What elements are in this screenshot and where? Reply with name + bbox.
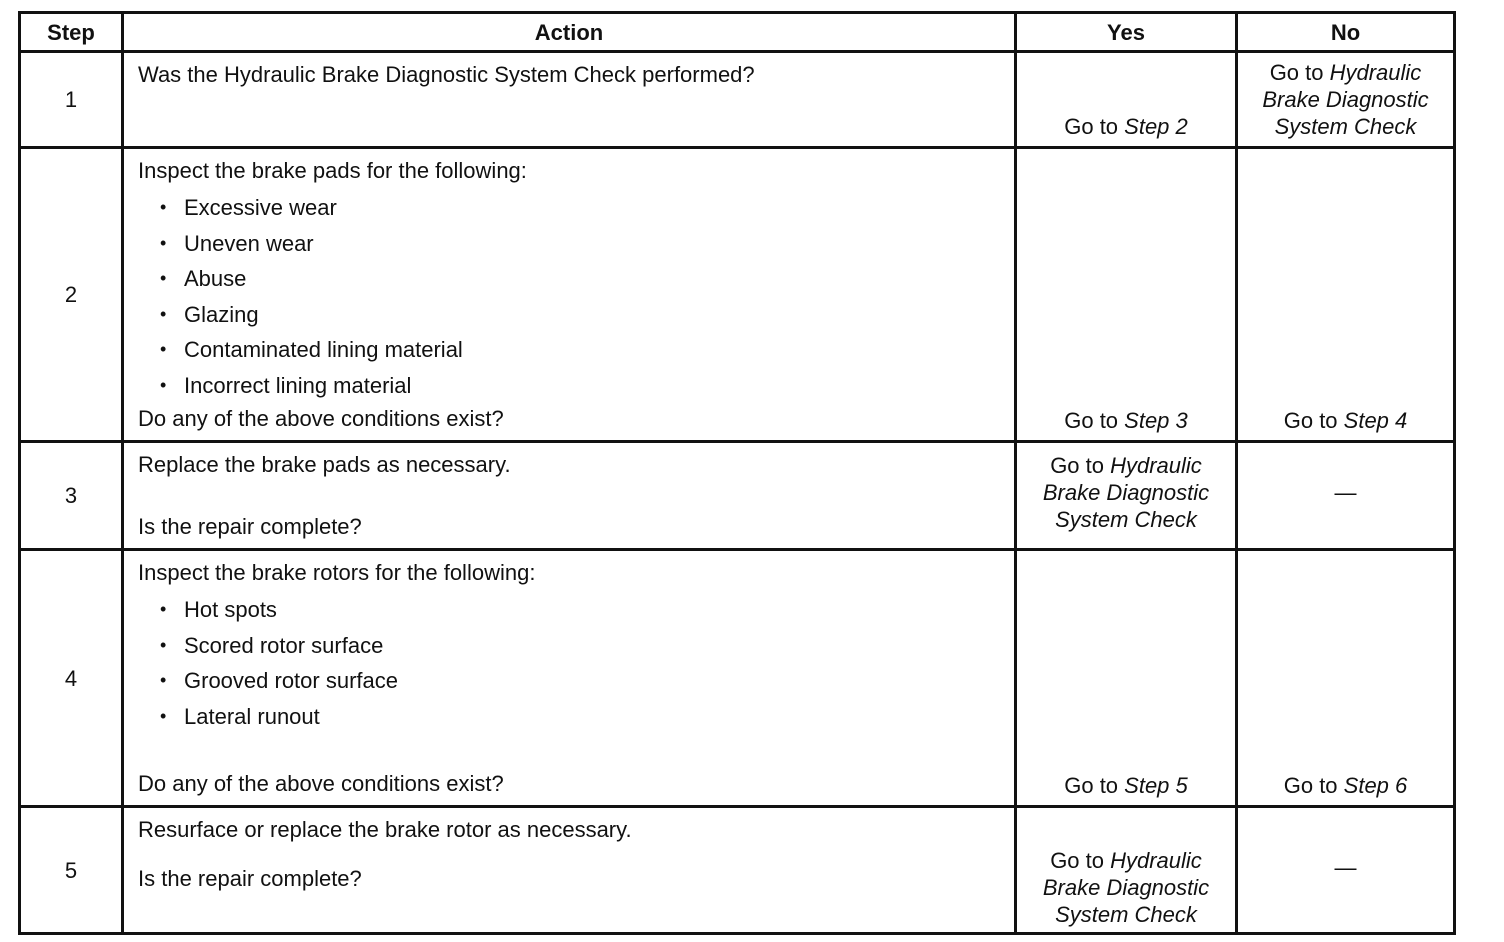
action-intro: Replace the brake pads as necessary.	[138, 452, 511, 477]
action-cell	[123, 807, 1016, 934]
step-number: 2	[20, 148, 123, 442]
diagnostic-table	[18, 11, 1456, 935]
action-intro: Inspect the brake rotors for the following:	[138, 560, 536, 585]
table-row	[20, 148, 1455, 442]
yes-prefix: Go to	[1050, 848, 1111, 873]
header-action: Action	[123, 13, 1016, 52]
yes-target-line1: Hydraulic	[1110, 453, 1202, 478]
no-cell	[1237, 807, 1455, 934]
action-question: Is the repair complete?	[138, 866, 362, 891]
yes-target-line2: Brake Diagnostic	[1042, 875, 1210, 900]
no-target: Step 6	[1343, 773, 1408, 798]
list-item: • Contaminated lining material	[160, 337, 463, 362]
no-prefix: Go to	[1283, 408, 1344, 433]
no-target-line2: Brake Diagnostic	[1262, 87, 1429, 112]
yes-prefix: Go to	[1064, 408, 1125, 433]
action-cell	[123, 442, 1016, 550]
action-intro: Inspect the brake pads for the following:	[138, 158, 527, 183]
list-item: • Excessive wear	[160, 195, 337, 220]
action-cell	[123, 550, 1016, 807]
no-prefix: Go to	[1269, 60, 1330, 85]
no-target-line1: Hydraulic	[1329, 60, 1422, 85]
yes-cell	[1016, 442, 1237, 550]
list-item: • Incorrect lining material	[160, 372, 412, 398]
list-item: • Hot spots	[160, 597, 277, 622]
no-target-line3: System Check	[1274, 114, 1417, 139]
bullet-list	[138, 190, 1002, 403]
list-item: • Uneven wear	[160, 230, 314, 256]
header-yes: Yes	[1016, 13, 1237, 52]
action-intro: Resurface or replace the brake rotor as necessary.	[138, 817, 632, 842]
step-number: 5	[20, 807, 123, 934]
list-item: • Grooved rotor surface	[160, 668, 398, 693]
no-dash: —	[1334, 480, 1357, 505]
header-step: Step	[20, 13, 123, 52]
yes-prefix: Go to	[1064, 773, 1125, 798]
no-cell	[1237, 52, 1455, 148]
yes-target-line1: Hydraulic	[1110, 848, 1202, 873]
action-intro: Was the Hydraulic Brake Diagnostic System Check performed?	[138, 62, 755, 87]
yes-cell	[1016, 807, 1237, 934]
yes-target: Step 5	[1124, 773, 1188, 798]
list-item: • Abuse	[160, 266, 247, 291]
action-cell	[123, 52, 1016, 148]
no-cell	[1237, 442, 1455, 550]
table-row	[20, 442, 1455, 550]
yes-cell	[1016, 52, 1237, 148]
list-item: • Scored rotor surface	[160, 632, 384, 658]
action-question: Do any of the above conditions exist?	[138, 406, 504, 431]
action-question: Is the repair complete?	[138, 514, 362, 539]
yes-prefix: Go to	[1064, 114, 1125, 139]
no-dash: —	[1334, 854, 1357, 880]
bullet-list	[138, 592, 1002, 734]
list-item: • Glazing	[160, 301, 259, 327]
no-cell	[1237, 550, 1455, 807]
header-row	[20, 13, 1455, 52]
header-no: No	[1237, 13, 1455, 52]
yes-target-line3: System Check	[1055, 902, 1197, 927]
table-row	[20, 550, 1455, 807]
action-cell	[123, 148, 1016, 442]
no-target: Step 4	[1343, 408, 1408, 433]
no-prefix: Go to	[1283, 773, 1344, 798]
yes-prefix: Go to	[1050, 453, 1111, 478]
step-number: 3	[20, 442, 123, 550]
yes-target: Step 2	[1124, 114, 1188, 139]
list-item: • Lateral runout	[160, 703, 320, 729]
yes-cell	[1016, 148, 1237, 442]
yes-target: Step 3	[1124, 408, 1188, 433]
no-cell	[1237, 148, 1455, 442]
yes-target-line3: System Check	[1055, 507, 1197, 532]
step-number: 4	[20, 550, 123, 807]
yes-target-line2: Brake Diagnostic	[1042, 480, 1210, 505]
step-number: 1	[20, 52, 123, 148]
table-row	[20, 807, 1455, 934]
action-question: Do any of the above conditions exist?	[138, 771, 504, 796]
yes-cell	[1016, 550, 1237, 807]
table-row	[20, 52, 1455, 148]
